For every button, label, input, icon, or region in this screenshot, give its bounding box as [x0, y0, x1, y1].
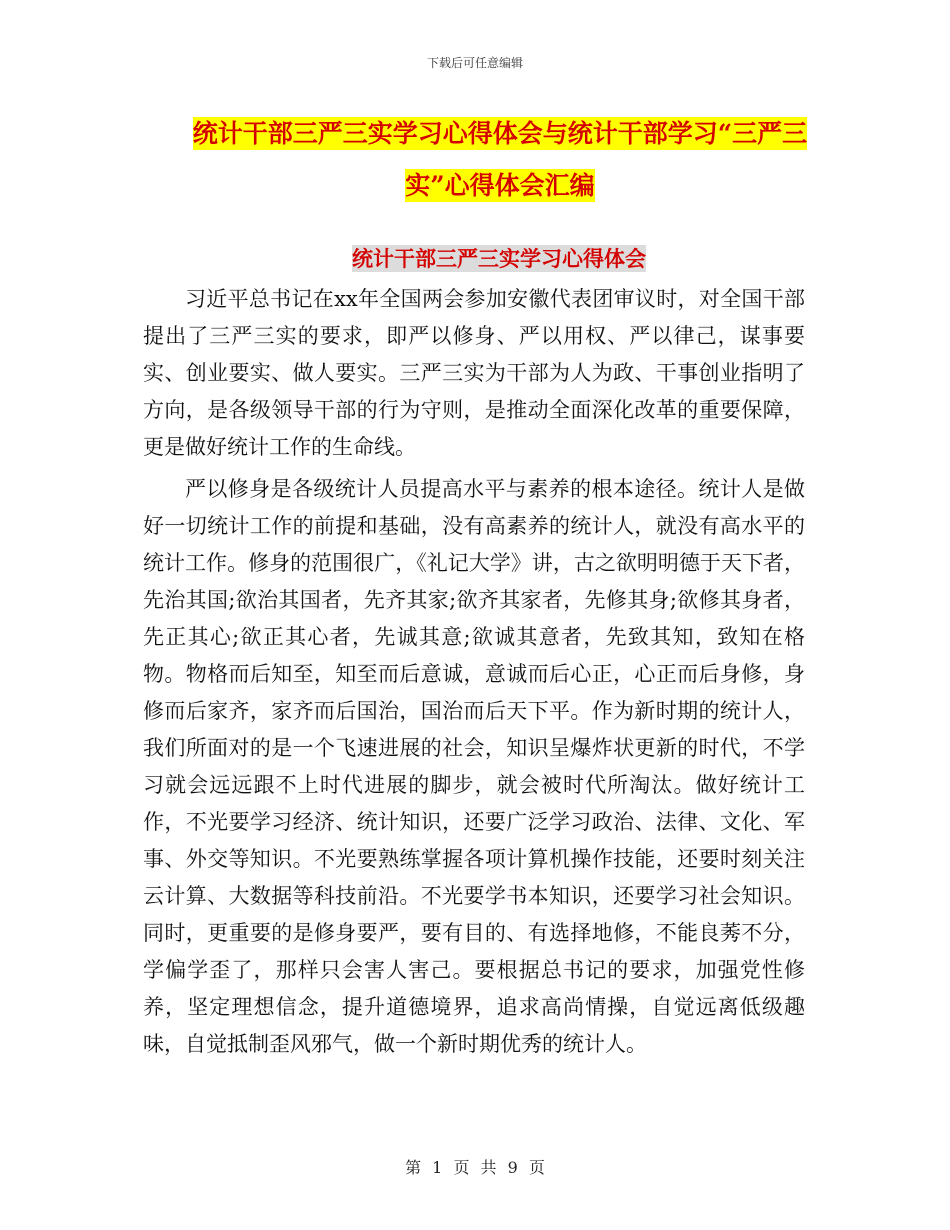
page-number: 第 1 页 共 9 页 — [405, 1158, 545, 1177]
section-title-text: 统计干部三严三实学习心得体会 — [352, 246, 646, 271]
paragraph: 严以修身是各级统计人员提高水平与素养的根本途径。统计人是做好一切统计工作的前提和基础，没有高素养的统计人，就没有高水平的统计工作。修身的范围很广，《礼记大学》讲，古之欲明明德于天下者，先治其国;欲治其国者，先齐其家;欲齐其家者，先修其身;欲修其身者，先正其心;欲正其心者，先诚其意;欲诚其意者，先致其知，致知在格物。物格而后知至，知至而后意诚，意诚而后心正，心正而后身修，身修而后家齐，家齐而后国治，国治而后天下平。作为新时期的统计人，我们所面对的是一个飞速进展的社会，知识呈爆炸状更新的时代，不学习就会远远跟不上时代进展的脚步，就会被时代所淘汰。做好统计工作，不光要学习经济、统计知识，还要广泛学习政治、法律、文化、军事、外交等知识。不光要熟练掌握各项计算机操作技能，还要时刻关注云计算、大数据等科技前沿。不光要学书本知识，还要学习社会知识。同时，更重要的是修身要严，要有目的、有选择地修，不能良莠不分，学偏学歪了，那样只会害人害己。要根据总书记的要求，加强党性修养，坚定理想信念，提升道德境界，追求高尚情操，自觉远离低级趣味，自觉抵制歪风邪气，做一个新时期优秀的统计人。 — [143, 477, 805, 1056]
document-body — [143, 281, 805, 1068]
document-title-text: 统计干部三严三实学习心得体会与统计干部学习“三严三实”心得体会汇编 — [192, 119, 808, 200]
document-title — [190, 108, 810, 212]
paragraph: 习近平总书记在xx年全国两会参加安徽代表团审议时，对全国干部提出了三严三实的要求，即严以修身、严以用权、严以律己，谋事要实、创业要实、做人要实。三严三实为干部为人为政、干事创业指明了方向，是各级领导干部的行为守则，是推动全面深化改革的重要保障，更是做好统计工作的生命线。 — [143, 287, 805, 459]
section-title — [0, 243, 950, 273]
header-note: 下载后可任意编辑 — [426, 56, 523, 70]
